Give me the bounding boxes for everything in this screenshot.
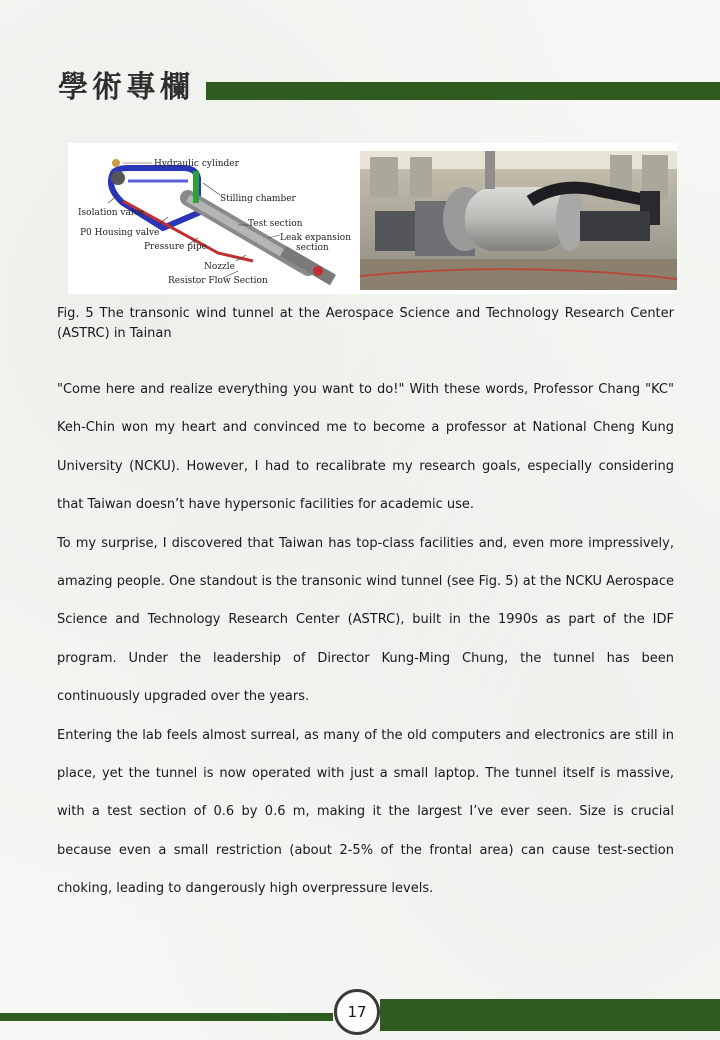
footer-bar-right [380, 999, 720, 1031]
label-nozzle: Nozzle [204, 262, 235, 272]
paragraph-3: Entering the lab feels almost surreal, as many of the old computers and electronics are still in place, yet the tunnel is now operated with just a small laptop. The tunnel itself is massive, with a test section of 0.6 by 0.6 m, making it the largest I’ve ever seen. Size is crucial because even a small restriction (about 2-5% of the frontal area) can cause test-section choking, leading to dangerously high overpressure levels. [57, 727, 674, 897]
label-pressure-pipe: Pressure pipe [144, 242, 207, 252]
wind-tunnel-photo [360, 151, 677, 290]
page-number: 17 [334, 989, 380, 1035]
label-resistor-flow-section: Resistor Flow Section [168, 276, 268, 286]
figure-caption: Fig. 5 The transonic wind tunnel at the Aerospace Science and Technology Research Center (ASTRC) in Tainan [57, 306, 674, 341]
figure [68, 143, 677, 294]
paragraph-2: To my surprise, I discovered that Taiwan has top-class facilities and, even more impressively, amazing people. One standout is the transonic wind tunnel (see Fig. 5) at the NCKU Aerospace Science and Technology Research Center (ASTRC), built in the 1990s as part of the IDF program. Under the leadership of Director Kung-Ming Chung, the tunnel has been continuously upgraded over the years. [57, 535, 674, 705]
label-p0-housing-valve: P0 Housing valve [80, 228, 160, 238]
label-hydraulic-cylinder: Hydraulic cylinder [154, 159, 239, 169]
paragraph-1: "Come here and realize everything you want to do!" With these words, Professor Chang "KC" Keh-Chin won my heart and convinced me to become a professor at National Cheng Kung University (NCKU). However, I had to recalibrate my research goals, especially considering that Taiwan doesn’t have hypersonic facilities for academic use. [57, 382, 674, 513]
article-body [57, 371, 674, 909]
label-test-section: Test section [248, 219, 303, 229]
wind-tunnel-diagram [68, 143, 358, 294]
title-bar [206, 82, 720, 100]
label-leak-expansion: Leak expansion [280, 233, 352, 243]
footer-bar-left [0, 1013, 333, 1021]
section-title: 學術專欄 [58, 70, 194, 105]
label-stilling-chamber: Stilling chamber [220, 194, 296, 204]
label-section: section [296, 243, 329, 253]
label-isolation-valve: Isolation valve [78, 208, 145, 218]
